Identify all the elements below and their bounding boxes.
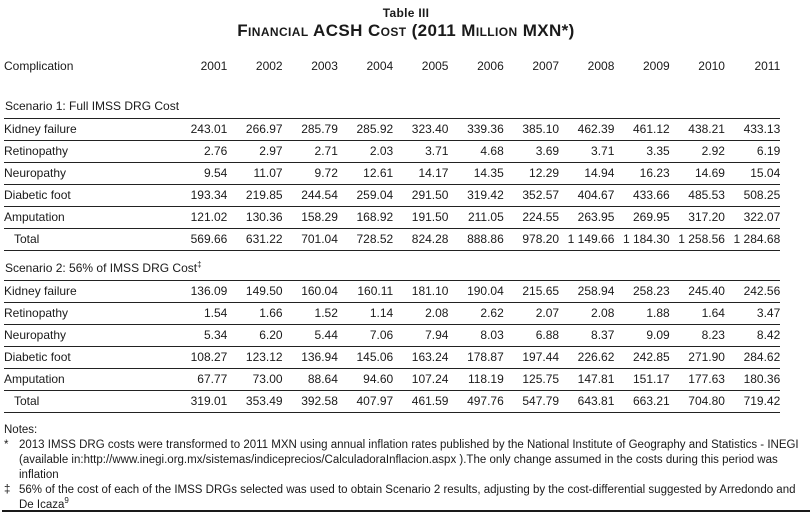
value-cell: 125.75 (504, 369, 559, 391)
value-cell: 178.87 (448, 347, 503, 369)
value-cell: 211.05 (448, 207, 503, 229)
value-cell: 9.09 (614, 325, 669, 347)
section-heading-row (4, 251, 780, 281)
value-cell: 631.22 (227, 229, 282, 251)
value-cell: 181.10 (393, 281, 448, 303)
table-body (4, 59, 780, 413)
value-cell: 1 284.68 (725, 229, 780, 251)
value-cell: 147.81 (559, 369, 614, 391)
value-cell: 407.97 (338, 391, 393, 413)
value-cell: 323.40 (393, 119, 448, 141)
value-cell: 2.71 (283, 141, 338, 163)
value-cell: 242.85 (614, 347, 669, 369)
value-cell: 1.54 (172, 303, 227, 325)
value-cell: 8.23 (670, 325, 725, 347)
value-cell: 508.25 (725, 185, 780, 207)
table-row (4, 141, 780, 163)
value-cell: 284.62 (725, 347, 780, 369)
value-cell: 497.76 (448, 391, 503, 413)
value-cell: 2.62 (448, 303, 503, 325)
value-cell: 1 149.66 (559, 229, 614, 251)
value-cell: 433.13 (725, 119, 780, 141)
value-cell: 145.06 (338, 347, 393, 369)
value-cell: 291.50 (393, 185, 448, 207)
value-cell: 1.14 (338, 303, 393, 325)
value-cell: 191.50 (393, 207, 448, 229)
value-cell: 12.61 (338, 163, 393, 185)
value-cell: 3.69 (504, 141, 559, 163)
value-cell: 392.58 (283, 391, 338, 413)
value-cell: 219.85 (227, 185, 282, 207)
value-cell: 149.50 (227, 281, 282, 303)
note-marker: * (4, 439, 9, 451)
value-cell: 704.80 (670, 391, 725, 413)
value-cell: 433.66 (614, 185, 669, 207)
notes-list (4, 438, 808, 513)
value-cell: 197.44 (504, 347, 559, 369)
table-row (4, 119, 780, 141)
value-cell: 266.97 (227, 119, 282, 141)
value-cell: 6.88 (504, 325, 559, 347)
table-row (4, 347, 780, 369)
value-cell: 978.20 (504, 229, 559, 251)
value-cell: 94.60 (338, 369, 393, 391)
value-cell: 4.68 (448, 141, 503, 163)
note-text: 2013 IMSS DRG costs were transformed to 2011 MXN using annual inflation rates published by the National Institute of Geography and Statistics - INEGI (available in:http://www.inegi.org.mx/sistemas/indiceprecios/CalculadoraInflacion.aspx ).The only change assumed in the costs during this period was inflation (19, 439, 799, 481)
value-cell: 353.49 (227, 391, 282, 413)
value-cell: 130.36 (227, 207, 282, 229)
value-cell: 136.94 (283, 347, 338, 369)
section-heading-footnote-mark: ‡ (197, 260, 202, 269)
value-cell: 259.04 (338, 185, 393, 207)
value-cell: 121.02 (172, 207, 227, 229)
value-cell: 285.92 (338, 119, 393, 141)
value-cell: 107.24 (393, 369, 448, 391)
value-cell: 385.10 (504, 119, 559, 141)
value-cell: 160.04 (283, 281, 338, 303)
value-cell: 8.42 (725, 325, 780, 347)
table-title: Financial ACSH Cost (2011 Million MXN*) (237, 21, 575, 40)
value-cell: 12.29 (504, 163, 559, 185)
value-cell: 177.63 (670, 369, 725, 391)
value-cell: 180.36 (725, 369, 780, 391)
value-cell: 14.69 (670, 163, 725, 185)
value-cell: 1 184.30 (614, 229, 669, 251)
value-cell: 263.95 (559, 207, 614, 229)
table-row (4, 185, 780, 207)
value-cell: 73.00 (227, 369, 282, 391)
value-cell: 5.34 (172, 325, 227, 347)
row-label: Amputation (4, 207, 172, 229)
value-cell: 8.37 (559, 325, 614, 347)
column-header-complication: Complication (4, 59, 74, 73)
value-cell: 2.07 (504, 303, 559, 325)
notes-section (4, 423, 808, 513)
value-cell: 136.09 (172, 281, 227, 303)
value-cell: 160.11 (338, 281, 393, 303)
row-label: Diabetic foot (4, 185, 172, 207)
table-row (4, 281, 780, 303)
value-cell: 9.54 (172, 163, 227, 185)
value-cell: 719.42 (725, 391, 780, 413)
column-header-year: 2008 (587, 59, 615, 73)
value-cell: 193.34 (172, 185, 227, 207)
value-cell: 2.97 (227, 141, 282, 163)
value-cell: 242.56 (725, 281, 780, 303)
row-label: Neuropathy (4, 325, 172, 347)
value-cell: 14.94 (559, 163, 614, 185)
value-cell: 701.04 (283, 229, 338, 251)
value-cell: 2.08 (393, 303, 448, 325)
section-heading: Scenario 1: Full IMSS DRG Cost (5, 99, 180, 113)
value-cell: 123.12 (227, 347, 282, 369)
value-cell: 6.19 (725, 141, 780, 163)
column-header-row (4, 59, 780, 89)
value-cell: 643.81 (559, 391, 614, 413)
value-cell: 258.94 (559, 281, 614, 303)
bottom-rule-divider (2, 510, 810, 512)
value-cell: 319.42 (448, 185, 503, 207)
value-cell: 317.20 (670, 207, 725, 229)
value-cell: 404.67 (559, 185, 614, 207)
value-cell: 2.92 (670, 141, 725, 163)
value-cell: 5.44 (283, 325, 338, 347)
value-cell: 7.94 (393, 325, 448, 347)
value-cell: 258.23 (614, 281, 669, 303)
notes-heading: Notes: (4, 424, 38, 436)
column-header-year: 2003 (311, 59, 338, 73)
column-header-year: 2007 (532, 59, 560, 73)
value-cell: 3.35 (614, 141, 669, 163)
value-cell: 168.92 (338, 207, 393, 229)
value-cell: 1.64 (670, 303, 725, 325)
value-cell: 319.01 (172, 391, 227, 413)
value-cell: 461.59 (393, 391, 448, 413)
value-cell: 547.79 (504, 391, 559, 413)
value-cell: 461.12 (614, 119, 669, 141)
table-row (4, 369, 780, 391)
column-header-year: 2005 (421, 59, 449, 73)
value-cell: 663.21 (614, 391, 669, 413)
value-cell: 1.88 (614, 303, 669, 325)
value-cell: 285.79 (283, 119, 338, 141)
value-cell: 7.06 (338, 325, 393, 347)
value-cell: 190.04 (448, 281, 503, 303)
value-cell: 226.62 (559, 347, 614, 369)
value-cell: 11.07 (227, 163, 282, 185)
table-row (4, 229, 780, 251)
note-citation-superscript: 9 (64, 496, 69, 506)
value-cell: 824.28 (393, 229, 448, 251)
note-text: 56% of the cost of each of the IMSS DRGs selected was used to obtain Scenario 2 results, adjusting by the cost-differential suggested by Arredondo and De Icaza$^9$ (19, 484, 796, 511)
value-cell: 462.39 (559, 119, 614, 141)
value-cell: 9.72 (283, 163, 338, 185)
column-header-year: 2011 (754, 59, 781, 73)
value-cell: 6.20 (227, 325, 282, 347)
value-cell: 215.65 (504, 281, 559, 303)
value-cell: 1.66 (227, 303, 282, 325)
value-cell: 728.52 (338, 229, 393, 251)
row-label: Kidney failure (4, 281, 172, 303)
column-header-year: 2001 (200, 59, 228, 73)
row-label: Diabetic foot (4, 347, 172, 369)
value-cell: 243.01 (172, 119, 227, 141)
table-row (4, 325, 780, 347)
value-cell: 322.07 (725, 207, 780, 229)
value-cell: 14.35 (448, 163, 503, 185)
value-cell: 2.08 (559, 303, 614, 325)
value-cell: 339.36 (448, 119, 503, 141)
value-cell: 244.54 (283, 185, 338, 207)
table-row (4, 207, 780, 229)
value-cell: 118.19 (448, 369, 503, 391)
value-cell: 224.55 (504, 207, 559, 229)
table-row (4, 303, 780, 325)
value-cell: 16.23 (614, 163, 669, 185)
row-label: Neuropathy (4, 163, 172, 185)
value-cell: 3.47 (725, 303, 780, 325)
value-cell: 352.57 (504, 185, 559, 207)
value-cell: 2.03 (338, 141, 393, 163)
section-heading-row (4, 89, 780, 119)
value-cell: 3.71 (559, 141, 614, 163)
value-cell: 2.76 (172, 141, 227, 163)
section-heading: Scenario 2: 56% of IMSS DRG Cost‡ (5, 260, 202, 275)
value-cell: 569.66 (172, 229, 227, 251)
value-cell: 888.86 (448, 229, 503, 251)
table-row (4, 163, 780, 185)
value-cell: 245.40 (670, 281, 725, 303)
value-cell: 3.71 (393, 141, 448, 163)
row-label: Amputation (4, 369, 172, 391)
value-cell: 1 258.56 (670, 229, 725, 251)
value-cell: 15.04 (725, 163, 780, 185)
acsh-cost-table (4, 59, 780, 413)
value-cell: 88.64 (283, 369, 338, 391)
note-marker: ‡ (4, 484, 11, 496)
value-cell: 269.95 (614, 207, 669, 229)
value-cell: 67.77 (172, 369, 227, 391)
column-header-year: 2004 (366, 59, 394, 73)
column-header-year: 2010 (698, 59, 725, 73)
value-cell: 485.53 (670, 185, 725, 207)
table-number-label: Table III (382, 6, 430, 20)
value-cell: 14.17 (393, 163, 448, 185)
value-cell: 108.27 (172, 347, 227, 369)
row-label: Retinopathy (4, 303, 172, 325)
value-cell: 163.24 (393, 347, 448, 369)
table-row (4, 391, 780, 413)
column-header-year: 2006 (477, 59, 504, 73)
column-header-year: 2009 (642, 59, 670, 73)
value-cell: 271.90 (670, 347, 725, 369)
value-cell: 438.21 (670, 119, 725, 141)
row-label: Total (4, 229, 172, 251)
note-item (4, 483, 808, 513)
value-cell: 158.29 (283, 207, 338, 229)
row-label: Retinopathy (4, 141, 172, 163)
note-item (4, 438, 808, 483)
column-header-year: 2002 (255, 59, 283, 73)
row-label: Kidney failure (4, 119, 172, 141)
value-cell: 8.03 (448, 325, 503, 347)
row-label: Total (4, 391, 172, 413)
value-cell: 1.52 (283, 303, 338, 325)
value-cell: 151.17 (614, 369, 669, 391)
